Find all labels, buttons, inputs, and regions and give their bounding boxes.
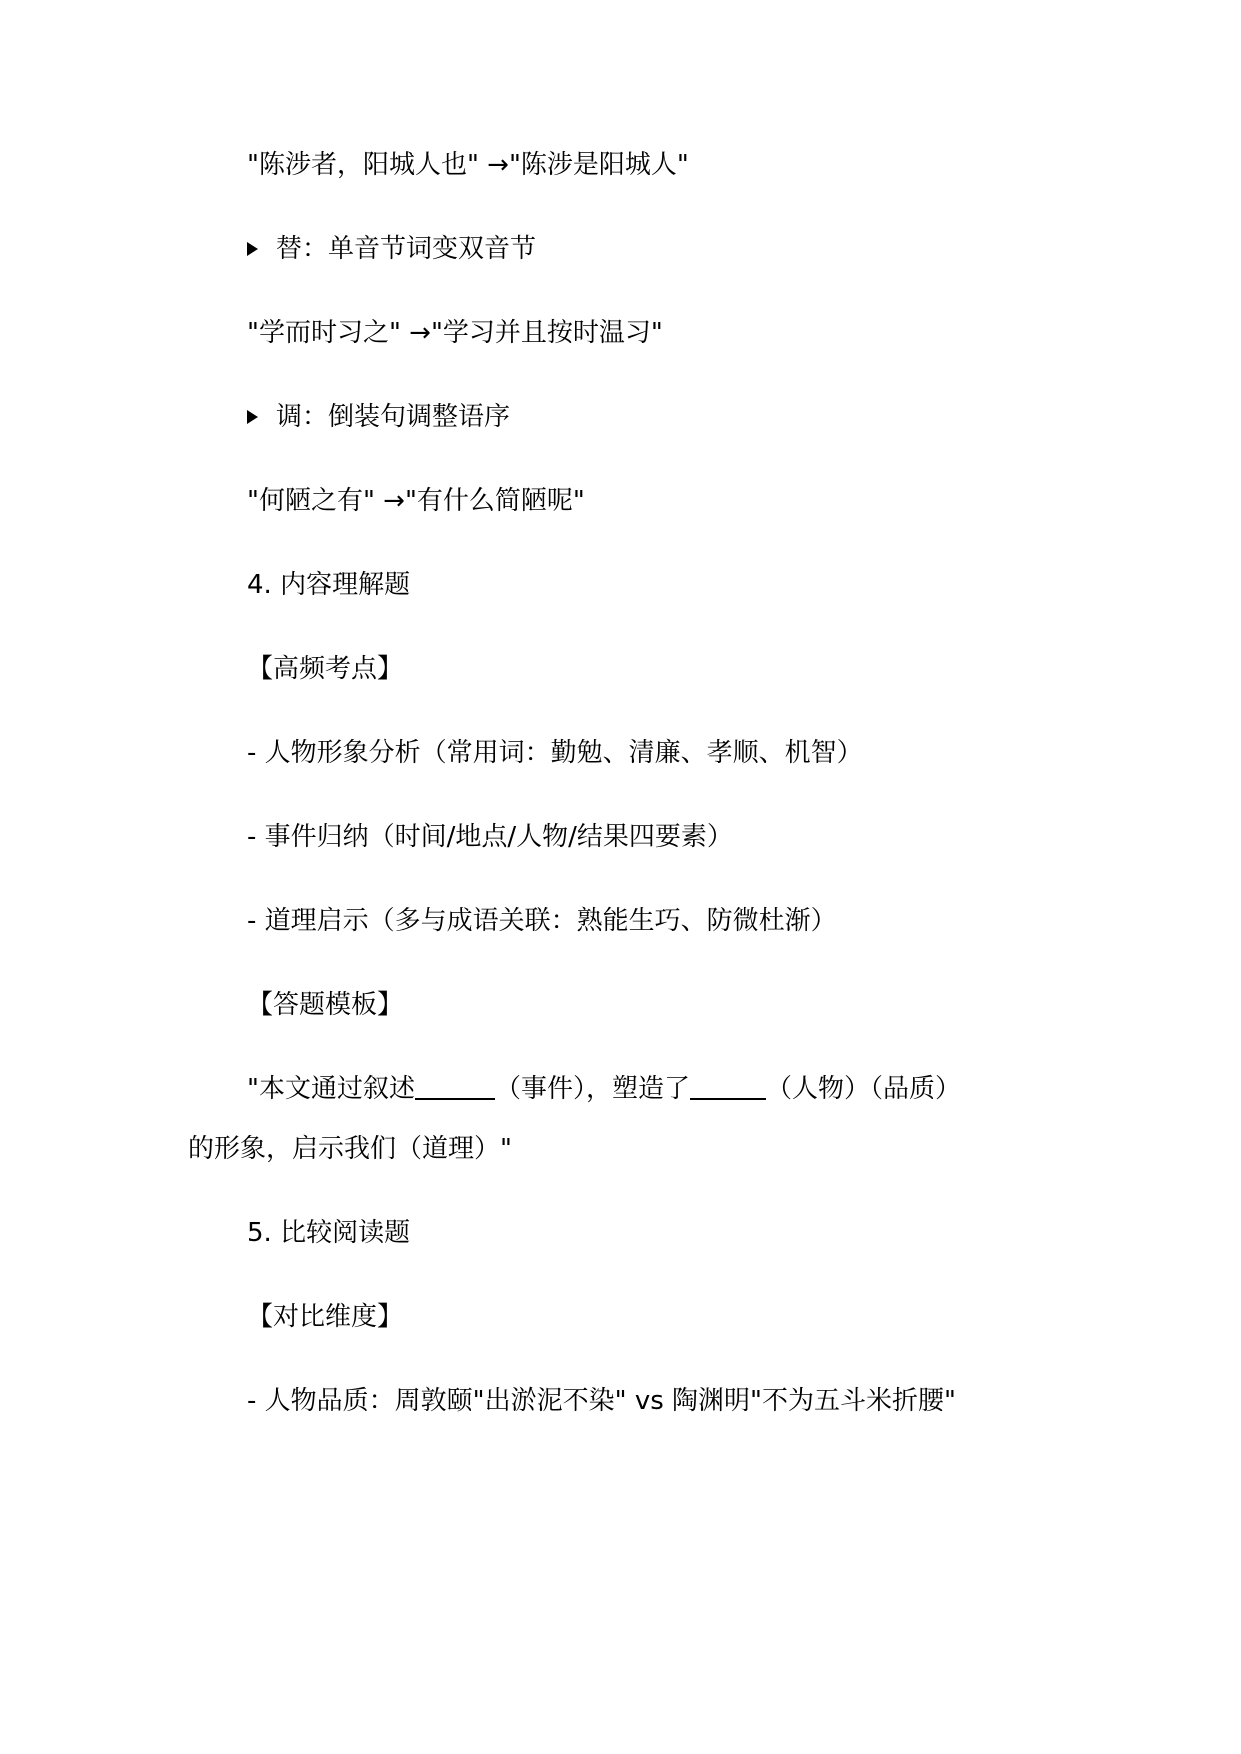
fill-blank [690, 1074, 766, 1100]
subheading-comparison: 【对比维度】 [247, 1302, 404, 1332]
section-heading-4: 4. 内容理解题 [247, 570, 411, 600]
list-item: - 人物品质：周敦颐"出淤泥不染" vs 陶渊明"不为五斗米折腰" [247, 1386, 956, 1416]
subheading-answer-template: 【答题模板】 [247, 990, 404, 1020]
list-item: - 人物形象分析（常用词：勤勉、清廉、孝顺、机智） [247, 738, 863, 768]
template-sentence [247, 1072, 961, 1106]
example-sentence-2: "学而时习之" →"学习并且按时温习" [247, 318, 663, 348]
list-item: - 道理启示（多与成语关联：熟能生巧、防微杜渐） [247, 906, 837, 936]
bullet-text: 调：倒装句调整语序 [276, 402, 511, 432]
template-sentence-continued: 的形象，启示我们（道理）" [188, 1134, 512, 1164]
fill-blank [415, 1074, 495, 1100]
example-sentence-3: "何陋之有" →"有什么简陋呢" [247, 486, 585, 516]
template-text: （人物）（品质） [765, 1074, 961, 1104]
section-heading-5: 5. 比较阅读题 [247, 1218, 411, 1248]
example-sentence-1: "陈涉者，阳城人也" →"陈涉是阳城人" [247, 150, 689, 180]
template-text: "本文通过叙述 [247, 1074, 415, 1104]
bullet-text: 替：单音节词变双音节 [276, 234, 537, 264]
list-item: - 事件归纳（时间/地点/人物/结果四要素） [247, 822, 733, 852]
bullet-item-replace [247, 232, 536, 266]
template-text: （事件），塑造了 [494, 1074, 690, 1104]
bullet-item-adjust [247, 400, 510, 434]
subheading-key-points: 【高频考点】 [247, 654, 404, 684]
triangle-bullet-icon [247, 410, 258, 424]
triangle-bullet-icon [247, 242, 258, 256]
